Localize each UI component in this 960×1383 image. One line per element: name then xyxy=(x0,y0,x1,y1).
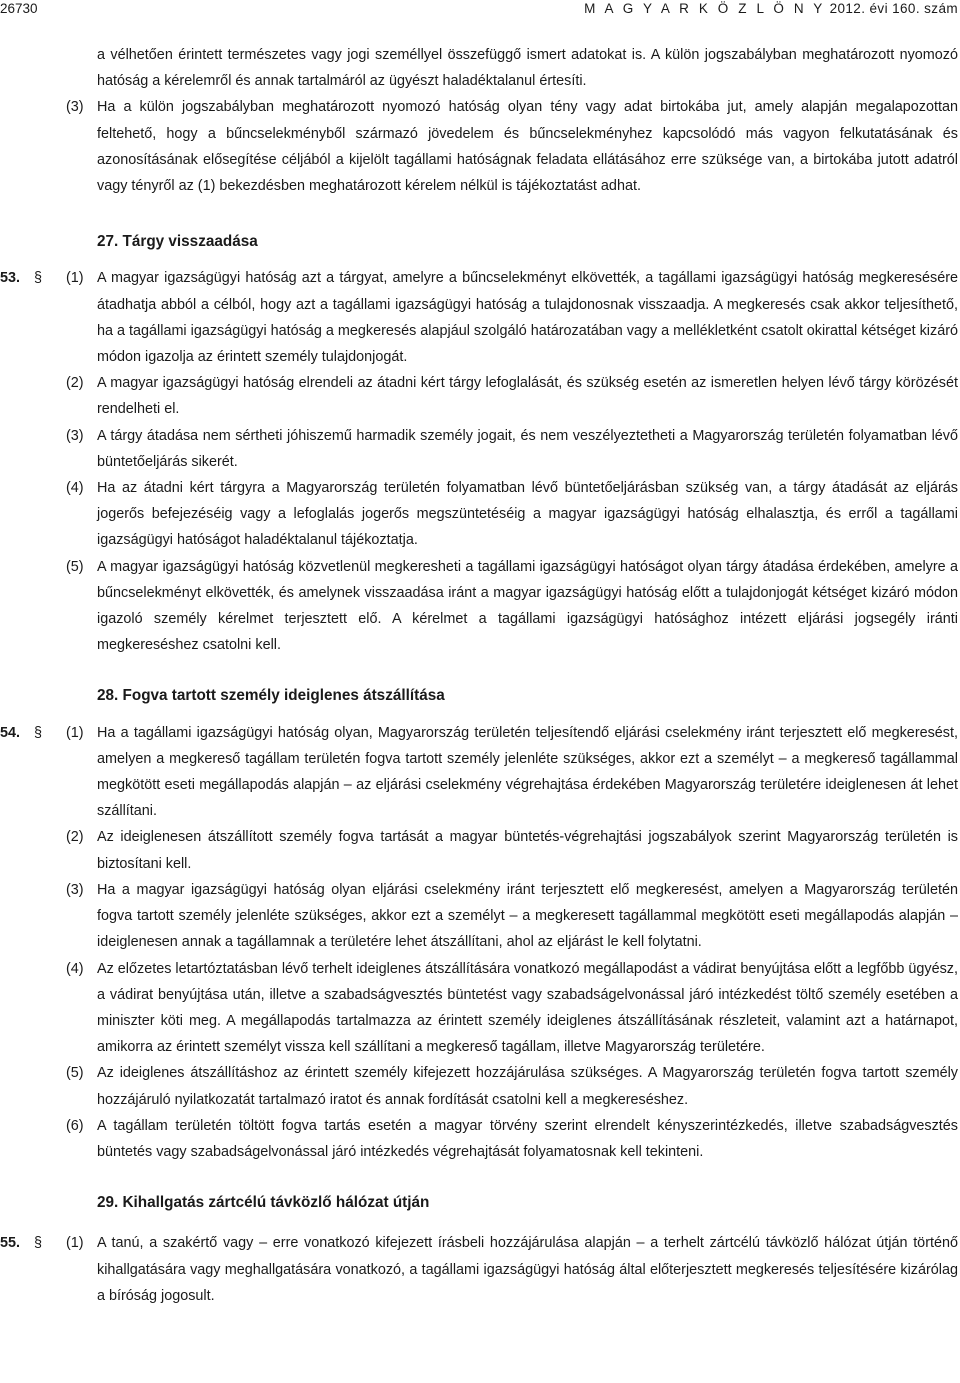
paragraph-text: Ha a magyar igazságügyi hatóság olyan eljárási cselekmény iránt terjesztett elő megkeresést, amelyen a Magyarország területén fogva tartott személy jelenléte szükséges, akkor ezt a személyt – a megkeresett tagállammal megkötött eseti megállapodás alapján – ideiglenesen annak a tagállamnak a területére lehet átszállítani, ahol az eljárást le kell folytatni. xyxy=(97,881,958,951)
paragraph-number: (1) xyxy=(66,270,84,287)
paragraph-text: Az előzetes letartóztatásban lévő terhelt ideiglenes átszállítására vonatkozó megállapodást a vádirat benyújtása előtt a legfőbb ügyész, a vádirat benyújtása után, illetve a szabadságvesztés büntetést vagy szabadságelvonással járó intézkedést töltő személy esetében a miniszter köti meg. A megállapodás tartalmazza az érintett személy ideiglenes átszállításának részleteit, valamint azt a határnapot, amikorra az érintett személyt vissza kell szállítani a megkereső tagállam, illetve Magyarország területére. xyxy=(97,960,958,1056)
page-header xyxy=(0,0,958,18)
paragraph xyxy=(0,423,960,475)
section-number: 55. xyxy=(0,1235,21,1252)
journal-title: M A G Y A R K Ö Z L Ö N Y xyxy=(584,0,826,16)
section-sign: § xyxy=(34,270,43,287)
paragraph-text: Ha a tagállami igazságügyi hatóság olyan, Magyarország területén teljesítendő eljárási cselekmény iránt terjesztett elő megkeresést, amelyen a megkereső tagállam területén fogva tartott személy jelenléte szükséges, akkor ezt a személyt – a megkereső tagállammal megkötött eseti megállapodás alapján – az eljárási cselekmény végrehajtása érdekében Magyarország területére ideiglenesen át lehet szállítani. xyxy=(97,724,958,820)
paragraph xyxy=(0,720,960,825)
paragraph-text: A tagállam területén töltött fogva tartás esetén a magyar törvény szerint elrendelt kényszerintézkedés, illetve szabadságvesztés büntetés vagy szabadságelvonással járó intézkedés végrehajtását folyamatosnak kell tekinteni. xyxy=(97,1117,958,1160)
paragraph-number: (2) xyxy=(66,375,84,392)
paragraph-number: (1) xyxy=(66,724,84,741)
paragraph-number: (5) xyxy=(66,1065,84,1082)
paragraph-text: Ha az átadni kért tárgyra a Magyarország területén folyamatban lévő büntetőeljárásban szükség van, a tárgy átadását az eljárás jogerős befejezéséig vagy a lefoglalás jogerős megszüntetéséig a magyar igazságügyi hatóság elhalasztja, és erről a tagállami igazságügyi hatóságot haladéktalanul tájékoztatja. xyxy=(97,480,958,549)
paragraph-number: (6) xyxy=(66,1117,84,1134)
paragraph-text: A magyar igazságügyi hatóság közvetlenül megkeresheti a tagállami igazságügyi hatóságot olyan tárgy átadása érdekében, amelyre a bűncselekményt elkövették, és amelynek visszaadása iránt a magyar igazságügyi hatóság előtt a tulajdonjogát kétséget kizáró módon igazoló személy kérelmet terjesztett elő. A kérelmet a tagállami igazságügyi hatósághoz intézett eljárási jogsegély iránti megkereséshez csatolni kell. xyxy=(97,558,958,654)
paragraph xyxy=(0,824,960,876)
paragraph xyxy=(0,877,960,956)
section-heading: 28. Fogva tartott személy ideiglenes átszállítása xyxy=(97,687,445,705)
paragraph xyxy=(0,94,960,199)
paragraph-number: (5) xyxy=(66,558,84,575)
paragraph-number: (3) xyxy=(66,881,84,898)
journal-info xyxy=(584,1,958,16)
paragraph-number: (2) xyxy=(66,829,84,846)
paragraph xyxy=(0,265,960,370)
document-body xyxy=(0,42,960,1309)
paragraph-text: Az ideiglenes átszállításhoz az érintett személy kifejezett hozzájárulása szükséges. A Magyarország területén fogva tartott személy hozzájáruló nyilatkozatát tartalmazó iratot és annak fordítását csatolni kell a megkereséshez. xyxy=(97,1065,958,1108)
paragraph-number: (4) xyxy=(66,960,84,977)
paragraph-text: A tanú, a szakértő vagy – erre vonatkozó kifejezett írásbeli hozzájárulása alapján – a terhelt zártcélú távközlő hálózat útján történő kihallgatására vagy meghallgatására vonatkozó, a tagállami igazságügyi hatóság által előterjesztett megkeresés teljesítésére kizárólag a bíróság jogosult. xyxy=(97,1235,958,1304)
paragraph-text: Az ideiglenesen átszállított személy fogva tartását a magyar büntetés-végrehajtási jogszabályok szerint Magyarország területén is biztosítani kell. xyxy=(97,829,958,872)
paragraph-text: A tárgy átadása nem sértheti jóhiszemű harmadik személy jogait, és nem veszélyeztetheti a Magyarország területén folyamatban lévő büntetőeljárás sikerét. xyxy=(97,427,958,470)
section-number: 54. xyxy=(0,724,21,741)
paragraph-number: (4) xyxy=(66,480,84,497)
paragraph xyxy=(0,1113,960,1165)
paragraph-text: A magyar igazságügyi hatóság azt a tárgyat, amelyre a bűncselekményt elkövették, a tagállami igazságügyi hatóság megkeresésére átadhatja abból a célból, hogy azt a tagállami igazságügyi hatóság a tulajdonosnak visszaadja. A megkeresés csak akkor teljesíthető, ha a tagállami igazságügyi hatóság a megkeresés alapjául szolgáló határozatában vagy a mellékletként csatolt okirattal kétséget kizáró módon igazolja az érintett személy tulajdonjogát. xyxy=(97,270,958,366)
continuation-text: a vélhetően érintett természetes vagy jogi személlyel összefüggő ismert adatokat is. A külön jogszabályban meghatározott nyomozó hatóság a kérelemről és annak tartalmáról az ügyészt haladéktalanul értesíti. xyxy=(97,47,958,90)
paragraph xyxy=(0,554,960,659)
paragraph xyxy=(0,956,960,1061)
paragraph xyxy=(0,1060,960,1112)
section-sign: § xyxy=(34,1235,43,1252)
paragraph-number: (3) xyxy=(66,427,84,444)
paragraph xyxy=(0,370,960,422)
paragraph xyxy=(0,475,960,554)
paragraph-number: (1) xyxy=(66,1235,84,1252)
section-number: 53. xyxy=(0,270,21,287)
page-number: 26730 xyxy=(0,0,38,16)
section-sign: § xyxy=(34,724,43,741)
paragraph-number: (3) xyxy=(66,99,84,116)
paragraph xyxy=(0,1230,960,1309)
section-heading: 27. Tárgy visszaadása xyxy=(97,233,258,251)
issue-label: 2012. évi 160. szám xyxy=(829,0,958,16)
section-heading: 29. Kihallgatás zártcélú távközlő hálózat útján xyxy=(97,1194,430,1212)
paragraph-text: A magyar igazságügyi hatóság elrendeli az átadni kért tárgy lefoglalását, és szükség esetén az ismeretlen helyen lévő tárgy körözését rendelheti el. xyxy=(97,375,958,418)
paragraph-text: Ha a külön jogszabályban meghatározott nyomozó hatóság olyan tény vagy adat birtokába jut, amely alapján megalapozottan feltehető, hogy a bűncselekményből származó jövedelem és bűncselekményhez kapcsolódó más vagyon felkutatásának és azonosításának elősegítése céljából a kijelölt tagállami hatóságnak feladata ellátásához erre szüksége van, a birtokába jutott adatról vagy tényről az (1) bekezdésben meghatározott kérelem nélkül is tájékoztatást adhat. xyxy=(97,99,958,195)
